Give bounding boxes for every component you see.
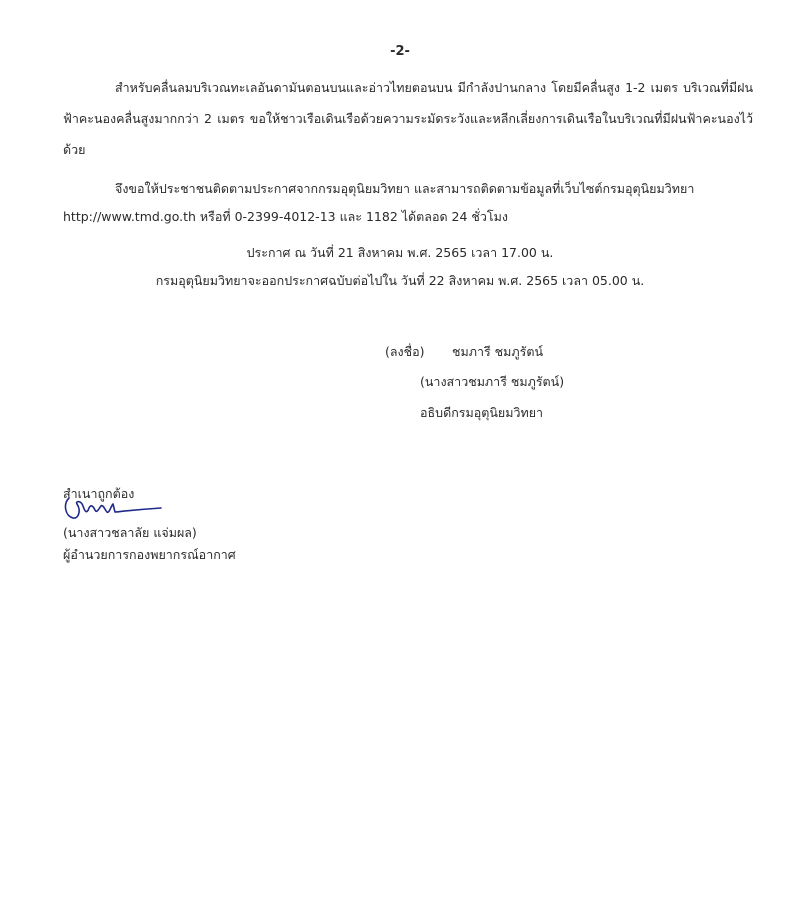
signature-label: (ลงชื่อ) bbox=[385, 344, 425, 359]
signature-full-name: (นางสาวชมภารี ชมภูรัตน์) bbox=[420, 374, 565, 389]
page-number: -2- bbox=[390, 44, 410, 59]
signature-name: ชมภารี ชมภูรัตน์ bbox=[452, 344, 544, 359]
certified-copy-name: (นางสาวชลาลัย แจ่มผล) bbox=[63, 525, 197, 540]
paragraph-wave-conditions bbox=[63, 72, 753, 165]
contact-line: http://www.tmd.go.th หรือที่ 0-2399-4012-13 และ 1182 ได้ตลอด 24 ชั่วโมง bbox=[63, 209, 508, 224]
handwritten-signature bbox=[61, 490, 171, 524]
certified-copy-position: ผู้อำนวยการกองพยากรณ์อากาศ bbox=[63, 547, 236, 562]
paragraph-wave-conditions-text: สำหรับคลื่นลมบริเวณทะเลอันดามันตอนบนและอ่าวไทยตอนบน มีกำลังปานกลาง โดยมีคลื่นสูง 1-2 เมตร บริเวณที่มีฝนฟ้าคะนองคลื่นสูงมากกว่า 2 เมตร ขอให้ชาวเรือเดินเรือด้วยความระมัดระวังและหลีกเลี่ยงการเดินเรือในบริเวณที่มีฝนฟ้าคะนองไว้ด้วย bbox=[63, 80, 753, 157]
certified-copy-label: สำเนาถูกต้อง bbox=[63, 486, 135, 501]
signature-position: อธิบดีกรมอุตุนิยมวิทยา bbox=[420, 405, 544, 420]
announced-date: ประกาศ ณ วันที่ 21 สิงหาคม พ.ศ. 2565 เวลา 17.00 น. bbox=[246, 245, 554, 260]
next-announcement: กรมอุตุนิยมวิทยาจะออกประกาศฉบับต่อไปใน วันที่ 22 สิงหาคม พ.ศ. 2565 เวลา 05.00 น. bbox=[155, 273, 645, 288]
paragraph-follow-announcement: จึงขอให้ประชาชนติดตามประกาศจากกรมอุตุนิยมวิทยา และสามารถติดตามข้อมูลที่เว็บไซต์กรมอุตุนิยมวิทยา bbox=[115, 181, 695, 196]
